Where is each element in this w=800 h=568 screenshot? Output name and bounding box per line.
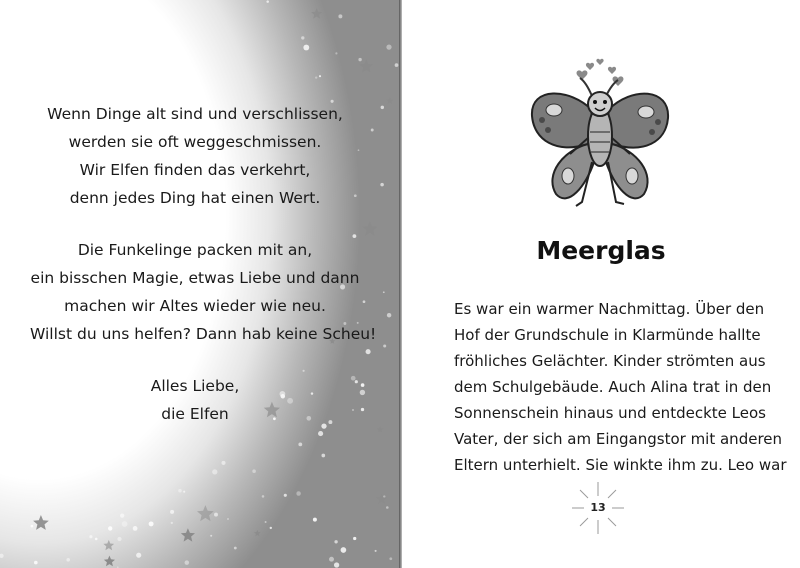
story-line: Sonnenschein hinaus und entdeckte Leos [454,404,766,422]
story-text [454,296,787,478]
poem-signoff [30,372,360,428]
poem-line: denn jedes Ding hat einen Wert. [69,189,321,207]
poem-line: Wenn Dinge alt sind und verschlissen, [47,105,343,123]
poem-line: Die Funkelinge packen mit an, [77,241,313,259]
story-line: Es war ein warmer Nachmittag. Über den [454,300,765,318]
poem [30,100,377,428]
story-line: dem Schulgebäude. Auch Alina trat in den [454,378,772,396]
story-line: fröhliches Gelächter. Kinder strömten aus [454,352,766,370]
signoff-line: die Elfen [161,405,229,423]
poem-line: machen wir Altes wieder wie neu. [64,297,326,315]
butterfly-character-illustration [520,58,680,218]
poem-line: werden sie oft weggeschmissen. [68,133,322,151]
poem-line: Wir Elfen finden das verkehrt, [79,161,311,179]
right-page [402,0,800,568]
poem-stanza-1 [30,100,360,212]
story-line: Hof der Grundschule in Klarmünde hallte [454,326,761,344]
page-number: 13 [590,501,606,514]
signoff-line: Alles Liebe, [150,377,240,395]
story-line: Vater, der sich am Eingangstor mit anderen [454,430,783,448]
story-line: Eltern unterhielt. Sie winkte ihm zu. Leo war [454,456,787,474]
poem-line: Willst du uns helfen? Dann hab keine Scheu! [30,325,377,343]
poem-stanza-2 [30,236,377,348]
page-number-ornament [570,480,626,536]
butterfly-icon [520,58,680,218]
chapter-title: Meerglas [536,236,666,265]
poem-line: ein bisschen Magie, etwas Liebe und dann [30,269,360,287]
